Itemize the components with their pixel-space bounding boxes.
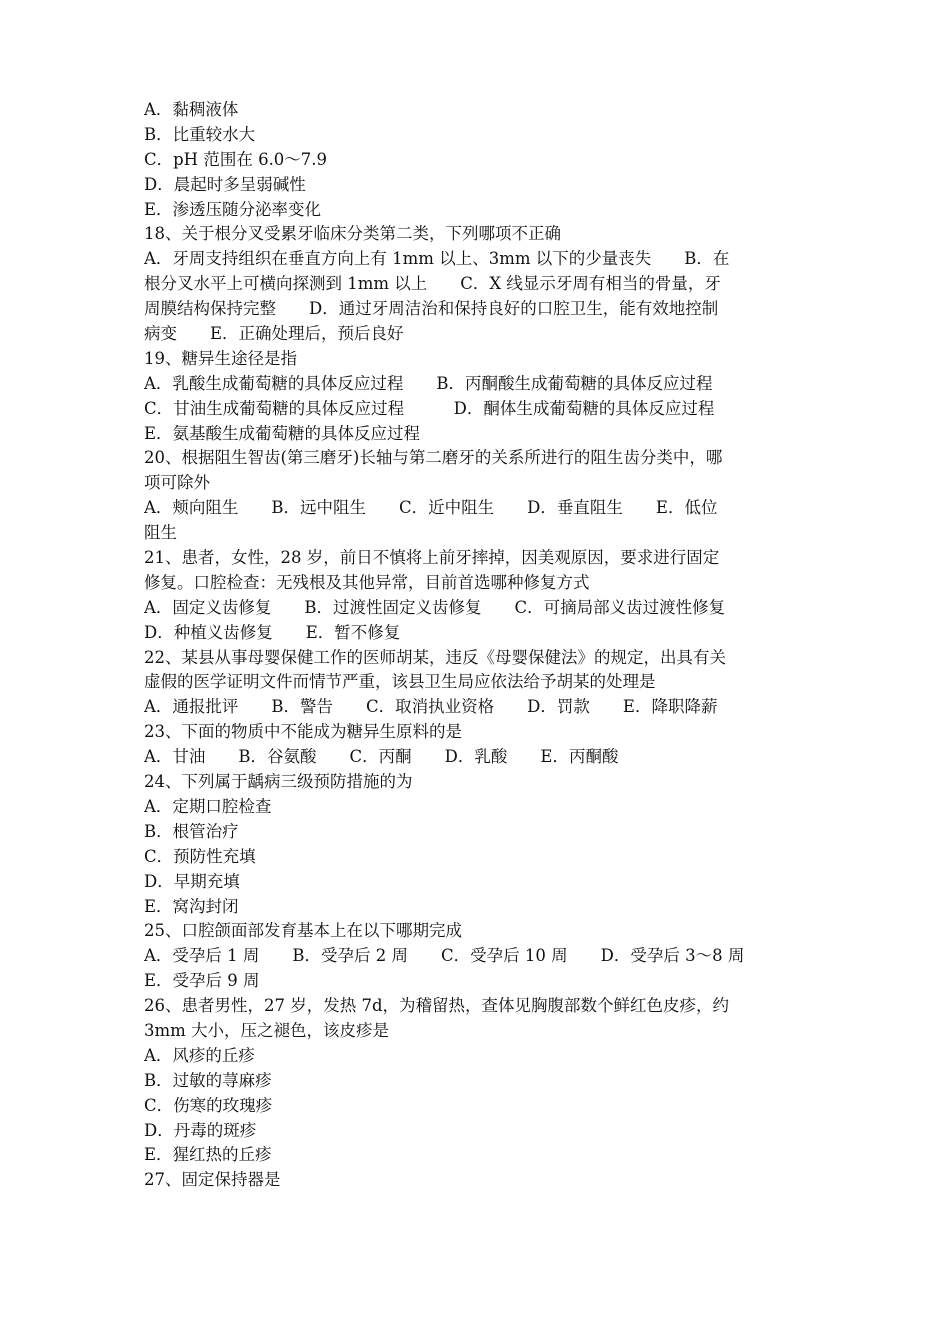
question-20: 项可除外 xyxy=(144,473,210,493)
question-20-options: 阻生 xyxy=(144,523,177,543)
option-line: B．比重较水大 xyxy=(144,124,256,144)
question-18-options: 周膜结构保持完整 D．通过牙周洁治和保持良好的口腔卫生，能有效地控制 xyxy=(144,299,719,319)
question-26-option: A．风疹的丘疹 xyxy=(144,1045,255,1065)
question-25-options: E．受孕后 9 周 xyxy=(144,971,260,991)
question-20: 20、根据阻生智齿(第三磨牙)长轴与第二磨牙的关系所进行的阻生齿分类中，哪 xyxy=(144,448,723,468)
question-19-options: E．氨基酸生成葡萄糖的具体反应过程 xyxy=(144,423,421,443)
question-21: 21、患者，女性，28 岁，前日不慎将上前牙摔掉，因美观原因，要求进行固定 xyxy=(144,548,720,568)
question-20-options: A．颊向阻生 B．远中阻生 C．近中阻生 D．垂直阻生 E．低位 xyxy=(144,498,718,518)
question-18-options: 病变 E．正确处理后，预后良好 xyxy=(144,324,404,344)
question-18-options: 根分叉水平上可横向探测到 1mm 以上 C．X 线显示牙周有相当的骨量，牙 xyxy=(144,274,721,294)
option-line: D．晨起时多呈弱碱性 xyxy=(144,174,306,194)
question-22: 虚假的医学证明文件而情节严重，该县卫生局应依法给予胡某的处理是 xyxy=(144,672,656,692)
question-18: 18、关于根分叉受累牙临床分类第二类，下列哪项不正确 xyxy=(144,224,561,244)
question-24-option: B．根管治疗 xyxy=(144,821,239,841)
question-19-options: A．乳酸生成葡萄糖的具体反应过程 B．丙酮酸生成葡萄糖的具体反应过程 xyxy=(144,373,713,393)
question-22-options: A．通报批评 B．警告 C．取消执业资格 D．罚款 E．降职降薪 xyxy=(144,697,718,717)
document-page xyxy=(144,98,812,1193)
question-25-options: A．受孕后 1 周 B．受孕后 2 周 C．受孕后 10 周 D．受孕后 3～8 周 xyxy=(144,946,745,966)
question-24-option: A．定期口腔检查 xyxy=(144,796,272,816)
question-26: 3mm 大小，压之褪色，该皮疹是 xyxy=(144,1020,390,1040)
question-21: 修复。口腔检查：无残根及其他异常，目前首选哪种修复方式 xyxy=(144,572,590,592)
question-26-option: B．过敏的荨麻疹 xyxy=(144,1070,272,1090)
question-21-options: D．种植义齿修复 E．暂不修复 xyxy=(144,622,401,642)
question-25: 25、口腔颌面部发育基本上在以下哪期完成 xyxy=(144,921,462,941)
question-24-option: D．早期充填 xyxy=(144,871,240,891)
question-24-option: E．窝沟封闭 xyxy=(144,896,239,916)
question-24-option: C．预防性充填 xyxy=(144,846,256,866)
option-line: C．pH 范围在 6.0～7.9 xyxy=(144,149,328,169)
question-26-option: D．丹毒的斑疹 xyxy=(144,1120,257,1140)
option-line: E．渗透压随分泌率变化 xyxy=(144,199,322,219)
question-19: 19、糖异生途径是指 xyxy=(144,348,297,368)
question-19-options: C．甘油生成葡萄糖的具体反应过程 D．酮体生成葡萄糖的具体反应过程 xyxy=(144,398,715,418)
question-23-options: A．甘油 B．谷氨酸 C．丙酮 D．乳酸 E．丙酮酸 xyxy=(144,747,619,767)
question-26-option: E．猩红热的丘疹 xyxy=(144,1145,272,1165)
question-21-options: A．固定义齿修复 B．过渡性固定义齿修复 C．可摘局部义齿过渡性修复 xyxy=(144,597,726,617)
question-26-option: C．伤寒的玫瑰疹 xyxy=(144,1095,273,1115)
question-18-options: A．牙周支持组织在垂直方向上有 1mm 以上、3mm 以下的少量丧失 B．在 xyxy=(144,249,730,269)
option-line: A．黏稠液体 xyxy=(144,100,239,119)
question-22: 22、某县从事母婴保健工作的医师胡某，违反《母婴保健法》的规定，出具有关 xyxy=(144,647,726,667)
question-24: 24、下列属于龋病三级预防措施的为 xyxy=(144,772,413,792)
question-26: 26、患者男性，27 岁，发热 7d，为稽留热，查体见胸腹部数个鲜红色皮疹，约 xyxy=(144,996,730,1016)
question-23: 23、下面的物质中不能成为糖异生原料的是 xyxy=(144,722,462,742)
question-27: 27、固定保持器是 xyxy=(144,1170,281,1190)
